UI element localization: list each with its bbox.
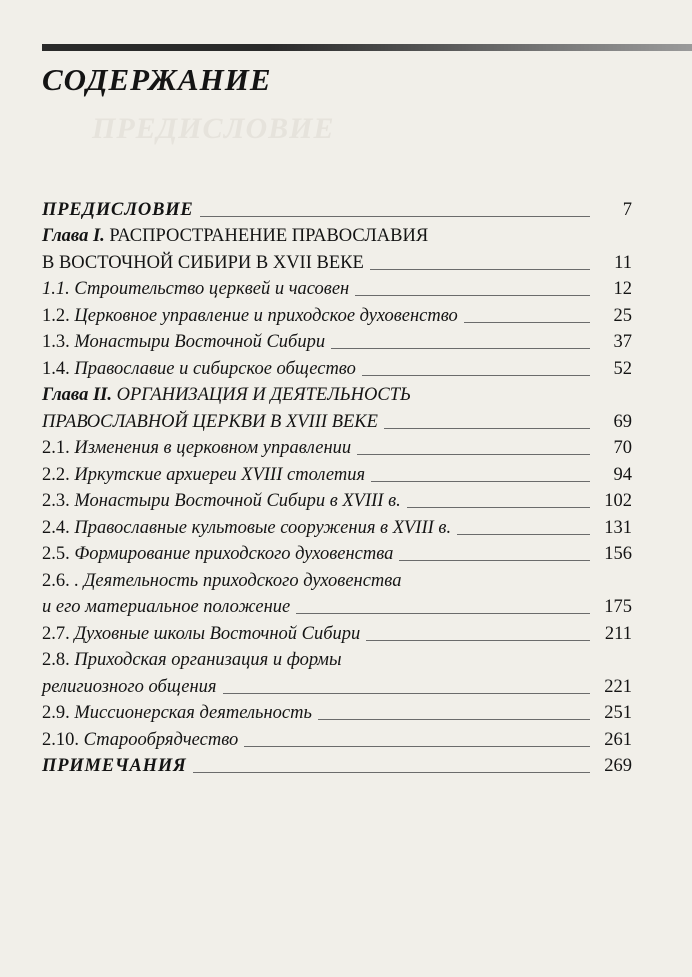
section-number: 1.1. — [42, 279, 70, 299]
dot-leader — [384, 428, 590, 429]
toc-entry-label — [42, 358, 356, 380]
table-of-contents — [42, 194, 632, 777]
toc-page-number: 269 — [604, 756, 632, 776]
section-title: Православные культовые сооружения в XVIII в. — [69, 517, 452, 538]
toc-page-number: 70 — [613, 438, 632, 458]
toc-entry-label — [42, 517, 451, 539]
toc-entry[interactable] — [42, 194, 632, 221]
dot-leader — [318, 719, 590, 720]
toc-entry[interactable] — [42, 221, 632, 248]
chapter-title: ОРГАНИЗАЦИЯ И ДЕЯТЕЛЬНОСТЬ — [111, 385, 411, 405]
toc-entry[interactable] — [42, 565, 632, 592]
toc-entry[interactable] — [42, 592, 632, 619]
toc-entry[interactable] — [42, 353, 632, 380]
toc-page-number: 251 — [604, 703, 632, 723]
dot-leader — [399, 560, 590, 561]
section-title: Формирование приходского духовенства — [69, 544, 394, 564]
section-number: 2.9. — [42, 703, 70, 723]
section-number: 2.7. — [42, 623, 70, 644]
chapter-title: РАСПРОСТРАНЕНИЕ ПРАВОСЛАВИЯ — [104, 226, 429, 246]
toc-entry-label: ПРАВОСЛАВНОЙ ЦЕРКВИ В XVIII ВЕКЕ — [42, 411, 378, 432]
toc-entry-label — [42, 464, 365, 486]
section-number: 1.4. — [42, 358, 70, 379]
toc-entry-label: религиозного общения — [42, 676, 217, 697]
toc-entry[interactable] — [42, 618, 632, 645]
toc-page-number: 156 — [604, 544, 632, 564]
toc-entry[interactable] — [42, 512, 632, 539]
toc-entry[interactable] — [42, 645, 632, 672]
toc-entry-label — [42, 225, 428, 247]
toc-entry-label — [42, 437, 351, 459]
toc-page-number: 94 — [613, 464, 632, 485]
toc-entry[interactable] — [42, 698, 632, 725]
toc-entry[interactable] — [42, 380, 632, 407]
toc-entry-label — [42, 702, 312, 724]
toc-page-number: 211 — [604, 623, 632, 644]
toc-entry[interactable] — [42, 300, 632, 327]
toc-page-number: 221 — [604, 676, 632, 697]
section-title: . Деятельность приходского духовенства — [69, 570, 402, 591]
dot-leader — [366, 640, 590, 641]
dot-leader — [371, 481, 590, 482]
section-title: Церковное управление и приходское духовенство — [69, 305, 458, 326]
toc-page-number: 52 — [613, 358, 632, 379]
section-title: Миссионерская деятельность — [69, 703, 312, 723]
section-number: 2.8. — [42, 650, 70, 670]
section-number: 2.4. — [42, 517, 70, 538]
toc-page-number: 175 — [604, 597, 632, 617]
section-title: Монастыри Восточной Сибири — [69, 332, 326, 352]
toc-entry-label — [42, 649, 342, 671]
section-title: Приходская организация и формы — [69, 650, 342, 670]
toc-page-number: 131 — [604, 517, 632, 538]
toc-entry-label — [42, 570, 401, 592]
toc-entry-label — [42, 729, 238, 751]
section-number: 1.2. — [42, 305, 70, 326]
toc-entry[interactable] — [42, 327, 632, 354]
dot-leader — [357, 454, 590, 455]
toc-page-number: 7 — [622, 199, 632, 220]
toc-entry-label — [42, 623, 360, 645]
toc-page-number: 25 — [613, 305, 632, 326]
dot-leader — [244, 746, 590, 747]
toc-page-number: 37 — [613, 332, 632, 352]
toc-page-number: 102 — [604, 491, 632, 511]
dot-leader — [223, 693, 590, 694]
section-title: Иркутские архиереи XVIII столетия — [69, 464, 366, 485]
toc-entry[interactable] — [42, 459, 632, 486]
toc-entry[interactable] — [42, 539, 632, 566]
section-title: Старообрядчество — [79, 729, 239, 750]
bleed-through-text: ПРЕДИСЛОВИЕ — [92, 112, 335, 145]
toc-entry[interactable] — [42, 486, 632, 513]
toc-entry-label — [42, 384, 411, 406]
dot-leader — [193, 772, 590, 773]
toc-page-number: 11 — [614, 252, 632, 273]
section-number: 2.6. — [42, 570, 70, 591]
top-rule — [42, 44, 692, 51]
section-number: 1.3. — [42, 332, 70, 352]
toc-entry[interactable] — [42, 247, 632, 274]
dot-leader — [296, 613, 590, 614]
toc-entry-label — [42, 305, 458, 327]
section-number: 2.3. — [42, 491, 70, 511]
dot-leader — [355, 295, 590, 296]
section-number: 2.5. — [42, 544, 70, 564]
toc-entry[interactable] — [42, 724, 632, 751]
toc-entry-label: В ВОСТОЧНОЙ СИБИРИ В XVII ВЕКЕ — [42, 252, 364, 273]
dot-leader — [370, 269, 590, 270]
section-title: Православие и сибирское общество — [69, 358, 356, 379]
toc-entry[interactable] — [42, 671, 632, 698]
section-number: 2.10. — [42, 729, 79, 750]
chapter-number: Глава II. — [42, 385, 112, 405]
chapter-number: Глава I. — [42, 226, 105, 246]
section-title: Изменения в церковном управлении — [69, 438, 352, 458]
toc-entry-label: ПРИМЕЧАНИЯ — [42, 756, 187, 776]
toc-page-number: 12 — [613, 279, 632, 299]
section-title: Строительство церквей и часовен — [69, 279, 350, 299]
toc-entry-label — [42, 278, 349, 300]
toc-entry[interactable] — [42, 406, 632, 433]
dot-leader — [457, 534, 590, 535]
section-title: Духовные школы Восточной Сибири — [69, 623, 361, 644]
toc-entry-label — [42, 490, 401, 512]
toc-entry[interactable] — [42, 751, 632, 778]
toc-entry-label: и его материальное положение — [42, 597, 291, 617]
dot-leader — [200, 216, 590, 217]
dot-leader — [407, 507, 590, 508]
section-title: Монастыри Восточной Сибири в XVIII в. — [69, 491, 401, 511]
toc-entry-label — [42, 331, 325, 353]
dot-leader — [464, 322, 590, 323]
toc-entry-label — [42, 543, 393, 565]
page-title: СОДЕРЖАНИЕ — [42, 62, 272, 97]
section-number: 2.2. — [42, 464, 70, 485]
toc-entry[interactable] — [42, 274, 632, 301]
toc-entry-label: ПРЕДИСЛОВИЕ — [42, 199, 194, 220]
toc-page-number: 69 — [613, 411, 632, 432]
toc-entry[interactable] — [42, 433, 632, 460]
dot-leader — [331, 348, 590, 349]
section-number: 2.1. — [42, 438, 70, 458]
dot-leader — [362, 375, 590, 376]
toc-page-number: 261 — [604, 729, 632, 750]
